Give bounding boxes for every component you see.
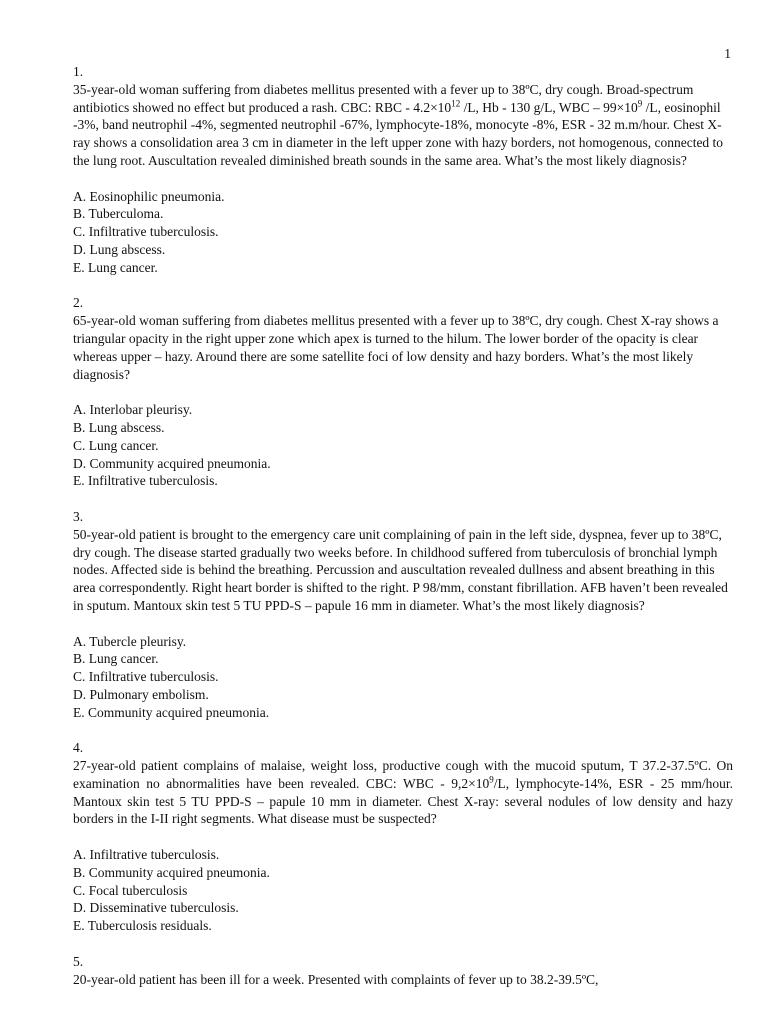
- question-stem: 20-year-old patient has been ill for a week. Presented with complaints of fever up to 38.2-39.5ºC,: [73, 971, 599, 987]
- question-stem: 65-year-old woman suffering from diabetes mellitus presented with a fever up to 38ºC, dry cough. Chest X-ray shows a triangular opacity in the right upper zone which apex is turned to the hilum. The lower border of the opacity is clear whereas upper – hazy. Around there are some satellite foci of low density and hazy borders. What’s the most likely diagnosis?: [73, 313, 719, 382]
- answer-options: [73, 188, 733, 277]
- option-b: B. Community acquired pneumonia.: [73, 864, 270, 880]
- question-number: 3.: [73, 508, 84, 524]
- option-c: C. Focal tuberculosis: [73, 882, 188, 898]
- option-b: B. Lung cancer.: [73, 651, 159, 667]
- option-d: D. Disseminative tuberculosis.: [73, 900, 239, 916]
- answer-options: [73, 633, 733, 722]
- option-e: E. Infiltrative tuberculosis.: [73, 473, 218, 489]
- question-stem: 35-year-old woman suffering from diabetes mellitus presented with a fever up to 38ºC, dry cough. Broad-spectrum antibiotics showed no effect but produced a rash. CBC: RBC - $4.2\times 10^{12}$ /L, Hb - 130 g/L, WBC – $99\times 10^9$ /L, eosinophil -3%, band neutrophil -4%, segmented neutrophil -67%, lymphocyte-18%, monocyte -8%, ESR - 32 m.m/hour. Chest X-ray shows a consolidation area 3 cm in diameter in the left upper zone with hazy borders, not homogenous, connected to the lung root. Auscultation revealed diminished breath sounds in the same area. What’s the most likely diagnosis?: [73, 81, 724, 168]
- option-d: D. Community acquired pneumonia.: [73, 455, 271, 471]
- question-number: 4.: [73, 740, 84, 756]
- question-stem: 27-year-old patient complains of malaise, weight loss, productive cough with the mucoid sputum, T 37.2-37.5ºC. On examination no abnormalities have been revealed. CBC: WBC - $9,2\times 10^9/L$, lymphocyte-14%, ESR - 25 mm/hour. Mantoux skin test 5 TU PPD-S – papule 10 mm in diameter. Chest X-ray: several nodules of low density and hazy borders in the I-II right segments. What disease must be suspected?: [73, 758, 734, 827]
- option-d: D. Pulmonary embolism.: [73, 686, 209, 702]
- question-3: [73, 508, 733, 722]
- question-1: [73, 63, 733, 277]
- question-number: 1.: [73, 64, 84, 79]
- option-a: A. Interlobar pleurisy.: [73, 402, 193, 418]
- document-body: [73, 63, 733, 1006]
- option-c: C. Lung cancer.: [73, 437, 159, 453]
- question-4: [73, 739, 733, 935]
- answer-options: [73, 846, 733, 935]
- option-d: D. Lung abscess.: [73, 241, 166, 257]
- question-2: [73, 294, 733, 490]
- option-a: A. Tubercle pleurisy.: [73, 633, 187, 649]
- option-c: C. Infiltrative tuberculosis.: [73, 669, 219, 685]
- page-number: 1: [724, 46, 731, 61]
- option-a: A. Eosinophilic pneumonia.: [73, 188, 225, 204]
- option-e: E. Lung cancer.: [73, 259, 158, 275]
- option-b: B. Lung abscess.: [73, 419, 165, 435]
- option-c: C. Infiltrative tuberculosis.: [73, 224, 219, 240]
- question-5: [73, 953, 733, 989]
- question-number: 2.: [73, 295, 84, 311]
- option-e: E. Tuberculosis residuals.: [73, 918, 212, 934]
- answer-options: [73, 401, 733, 490]
- option-e: E. Community acquired pneumonia.: [73, 704, 270, 720]
- option-a: A. Infiltrative tuberculosis.: [73, 847, 220, 863]
- question-number: 5.: [73, 953, 84, 969]
- option-b: B. Tuberculoma.: [73, 206, 164, 222]
- question-stem: 50-year-old patient is brought to the emergency care unit complaining of pain in the left side, dyspnea, fever up to 38ºC, dry cough. The disease started gradually two weeks before. In childhood suffered from tuberculosis of bronchial lymph nodes. Affected side is behind the breathing. Percussion and auscultation revealed dullness and absent breathing in this area correspondently. Right heart border is shifted to the right. P 98/mm, constant fibrillation. AFB haven’t been revealed in sputum. Mantoux skin test 5 TU PPD-S – papule 16 mm in diameter. What’s the most likely diagnosis?: [73, 526, 728, 613]
